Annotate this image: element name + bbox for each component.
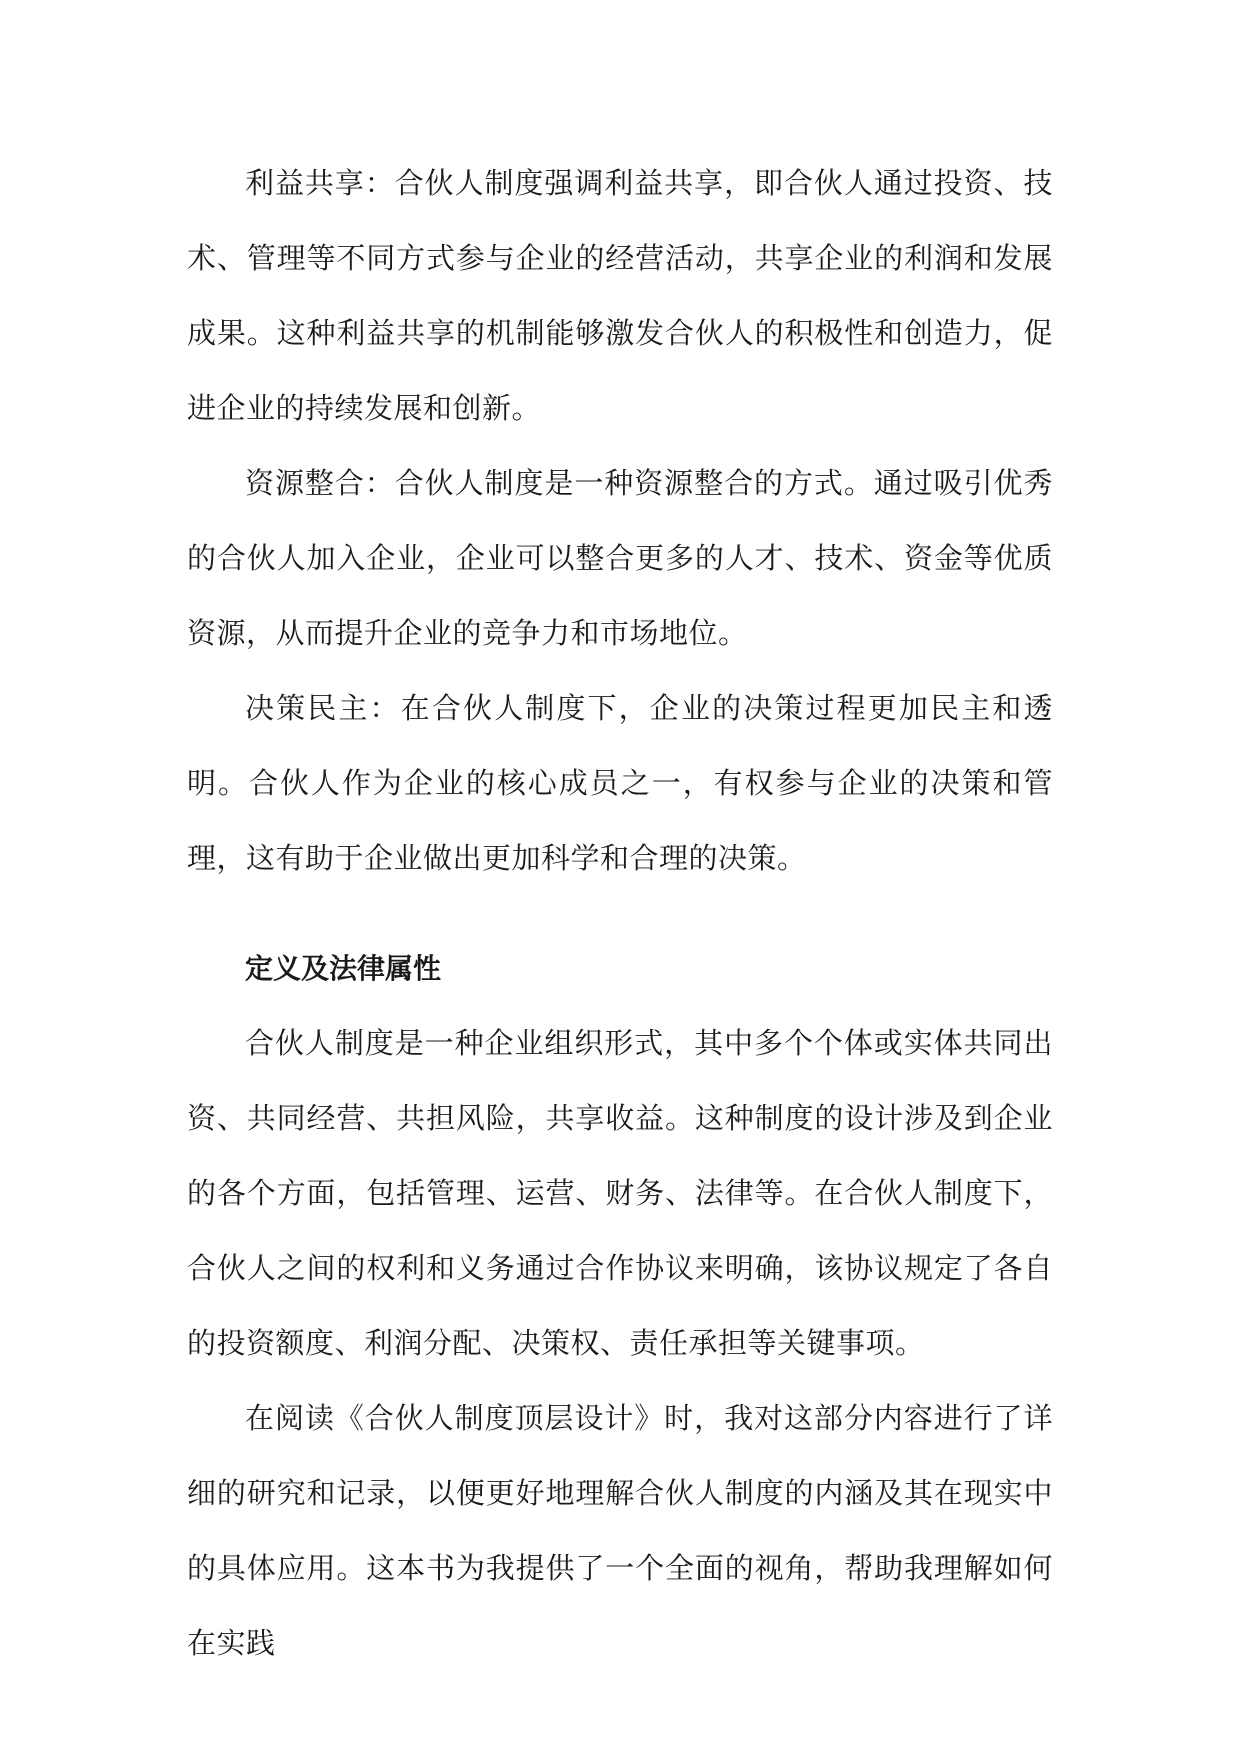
- paragraph-interest-sharing: 利益共享：合伙人制度强调利益共享，即合伙人通过投资、技术、管理等不同方式参与企业的经营活动，共享企业的利润和发展成果。这种利益共享的机制能够激发合伙人的积极性和创造力，促进企业的持续发展和创新。: [187, 166, 1053, 425]
- document-body: [187, 146, 1053, 1681]
- paragraph-reading-notes: 在阅读《合伙人制度顶层设计》时，我对这部分内容进行了详细的研究和记录，以便更好地理解合伙人制度的内涵及其在现实中的具体应用。这本书为我提供了一个全面的视角，帮助我理解如何在实践: [187, 1401, 1053, 1660]
- paragraph-democratic-decision: 决策民主：在合伙人制度下，企业的决策过程更加民主和透明。合伙人作为企业的核心成员之一，有权参与企业的决策和管理，这有助于企业做出更加科学和合理的决策。: [187, 691, 1053, 875]
- paragraph-resource-integration: 资源整合：合伙人制度是一种资源整合的方式。通过吸引优秀的合伙人加入企业，企业可以整合更多的人才、技术、资金等优质资源，从而提升企业的竞争力和市场地位。: [187, 466, 1053, 650]
- paragraph-definition: 合伙人制度是一种企业组织形式，其中多个个体或实体共同出资、共同经营、共担风险，共享收益。这种制度的设计涉及到企业的各个方面，包括管理、运营、财务、法律等。在合伙人制度下，合伙人之间的权利和义务通过合作协议来明确，该协议规定了各自的投资额度、利润分配、决策权、责任承担等关键事项。: [187, 1026, 1053, 1360]
- section-heading: 定义及法律属性: [245, 952, 442, 985]
